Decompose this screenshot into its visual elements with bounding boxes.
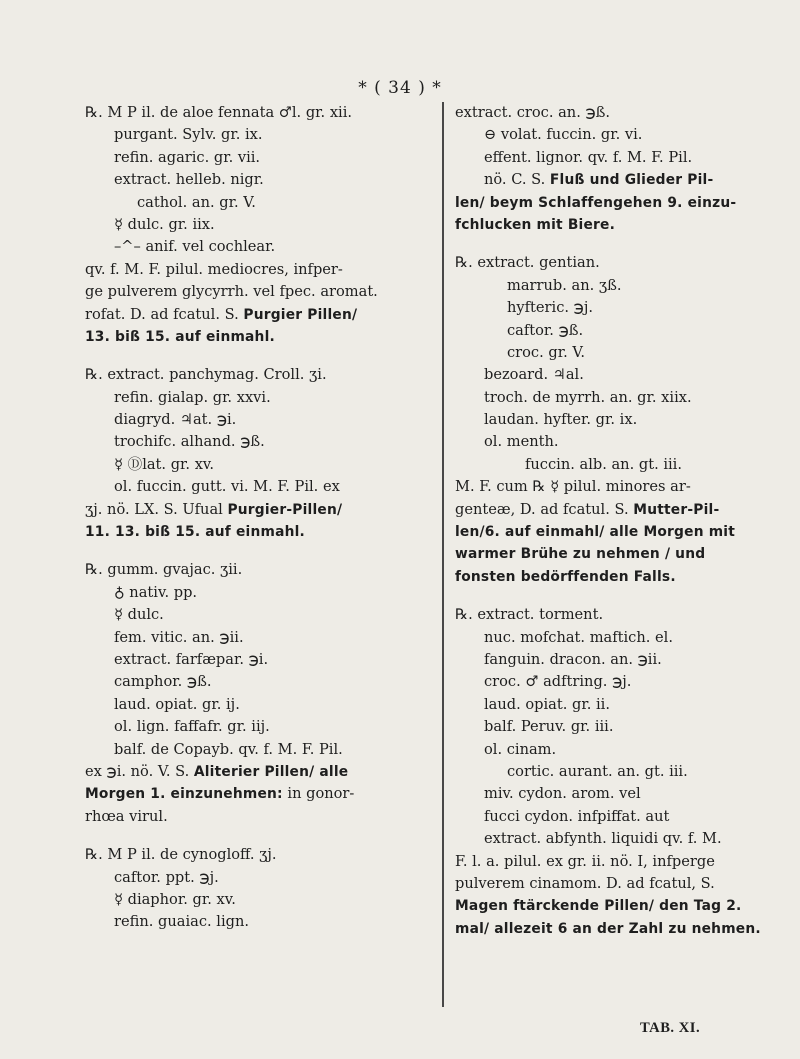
left-column: [85, 102, 430, 934]
text-line: fchlucken mit Biere.: [455, 216, 616, 233]
text-line: croc. gr. V.: [507, 343, 586, 361]
text-line: ☿ dulc.: [114, 606, 164, 624]
catchword: TAB. XI.: [640, 1020, 701, 1036]
text-line: fuccin. alb. an. gt. iii.: [525, 455, 682, 473]
text-line: Magen ftärckende Pillen/ den Tag 2.: [455, 898, 742, 915]
text-line: troch. de myrrh. an. gr. xiix.: [484, 388, 692, 406]
text-line: laud. opiat. gr. ii.: [484, 695, 610, 713]
text-line: bezoard. ♃al.: [484, 366, 584, 384]
text-line: camphor. ℈ß.: [114, 673, 212, 691]
text-line: ℞. M P il. de aloe fennata ♂l. gr. xii.: [85, 104, 353, 121]
text-line: len/ beym Schlaffengehen 9. einzu-: [455, 194, 737, 211]
paragraph-gap: [85, 348, 430, 364]
text-line: qv. f. M. F. pilul. mediocres, infper-: [85, 260, 343, 278]
text-line: ℞. extract. panchymag. Croll. ʒi.: [85, 366, 327, 384]
text-line: ☿ Ⓓlat. gr. xv.: [114, 455, 215, 473]
text-line: ʒj. nö. LX. S. Ufual Purgier-Pillen/: [85, 500, 343, 518]
text-line: ♁ nativ. pp.: [114, 583, 198, 601]
paragraph-gap: [85, 543, 430, 559]
text-line: Morgen 1. einzunehmen: in gonor-: [85, 785, 355, 803]
text-line: genteæ, D. ad fcatul. S. Mutter-Pil-: [455, 500, 720, 518]
text-line: ol. menth.: [484, 433, 559, 451]
text-line: cortic. aurant. an. gt. iii.: [507, 762, 688, 780]
text-line: hyfteric. ℈j.: [507, 299, 593, 317]
text-line: refin. agaric. gr. vii.: [114, 148, 261, 166]
paragraph-gap: [455, 588, 785, 604]
text-line: ℞. extract. gentian.: [455, 254, 600, 272]
text-line: ℞. gumm. gvajac. ʒii.: [85, 561, 243, 579]
text-line: marrub. an. ʒß.: [507, 276, 622, 294]
text-line: extract. croc. an. ℈ß.: [455, 104, 611, 121]
text-line: balf. Peruv. gr. iii.: [484, 718, 614, 736]
text-line: refin. guaiac. lign.: [114, 913, 249, 931]
text-line: effent. lignor. qv. f. M. F. Pil.: [484, 148, 693, 166]
text-line: refin. gialap. gr. xxvi.: [114, 388, 271, 406]
text-line: caftor. ppt. ℈j.: [114, 868, 219, 886]
text-line: nö. C. S. Fluß und Glieder Pil-: [484, 171, 714, 189]
text-line: M. F. cum ℞ ☿ pilul. minores ar-: [455, 478, 691, 496]
text-line: ⊖ volat. fuccin. gr. vi.: [484, 126, 643, 144]
paragraph-gap: [455, 236, 785, 252]
text-line: rhœa virul.: [85, 807, 168, 825]
text-line: fucci cydon. infpiffat. aut: [484, 807, 670, 825]
text-line: caftor. ℈ß.: [507, 321, 584, 339]
text-line: ℞. M P il. de cynogloff. ʒj.: [85, 846, 277, 864]
text-line: nuc. mofchat. maftich. el.: [484, 628, 673, 646]
right-column: [455, 102, 785, 940]
text-line: miv. cydon. arom. vel: [484, 785, 641, 803]
text-line: fem. vitic. an. ℈ii.: [114, 628, 244, 646]
text-line: ☿ dulc. gr. iix.: [114, 215, 215, 233]
text-line: 13. biß 15. auf einmahl.: [85, 328, 275, 345]
text-line: laud. opiat. gr. ij.: [114, 695, 240, 713]
text-line: ex ℈i. nö. V. S. Aliterier Pillen/ alle: [85, 762, 349, 780]
text-line: laudan. hyfter. gr. ix.: [484, 411, 638, 429]
text-line: purgant. Sylv. gr. ix.: [114, 126, 263, 144]
text-line: ☿ diaphor. gr. xv.: [114, 890, 236, 908]
page-number: * ( 34 ) *: [358, 78, 442, 98]
text-line: extract. abfynth. liquidi qv. f. M.: [484, 830, 722, 848]
text-line: F. l. a. pilul. ex gr. ii. nö. I, infperge: [455, 852, 715, 870]
text-line: extract. farfæpar. ℈i.: [114, 650, 269, 668]
text-line: 11. 13. biß 15. auf einmahl.: [85, 524, 305, 541]
text-line: fonsten bedörffenden Falls.: [455, 568, 676, 585]
text-line: cathol. an. gr. V.: [137, 193, 256, 211]
paragraph-gap: [85, 828, 430, 844]
text-line: fanguin. dracon. an. ℈ii.: [484, 650, 662, 668]
text-line: ol. cinam.: [484, 740, 557, 758]
text-line: ge pulverem glycyrrh. vel fpec. aromat.: [85, 283, 378, 301]
text-line: pulverem cinamom. D. ad fcatul, S.: [455, 874, 715, 892]
text-line: ℞. extract. torment.: [455, 606, 604, 624]
text-line: ol. fuccin. gutt. vi. M. F. Pil. ex: [114, 478, 340, 496]
text-line: ol. lign. faffafr. gr. iij.: [114, 718, 270, 736]
text-line: mal/ allezeit 6 an der Zahl zu nehmen.: [455, 920, 761, 937]
text-line: warmer Brühe zu nehmen / und: [455, 546, 706, 563]
text-line: diagryd. ♃at. ℈i.: [114, 411, 237, 429]
text-line: extract. helleb. nigr.: [114, 171, 264, 189]
text-line: rofat. D. ad fcatul. S. Purgier Pillen/: [85, 305, 358, 323]
text-line: balf. de Copayb. qv. f. M. F. Pil.: [114, 740, 343, 758]
text-line: –^– anif. vel cochlear.: [114, 238, 276, 256]
text-line: trochifc. alhand. ℈ß.: [114, 433, 265, 451]
text-line: len/6. auf einmahl/ alle Morgen mit: [455, 524, 736, 541]
text-line: croc. ♂ adftring. ℈j.: [484, 673, 632, 691]
column-divider: [442, 102, 444, 1007]
